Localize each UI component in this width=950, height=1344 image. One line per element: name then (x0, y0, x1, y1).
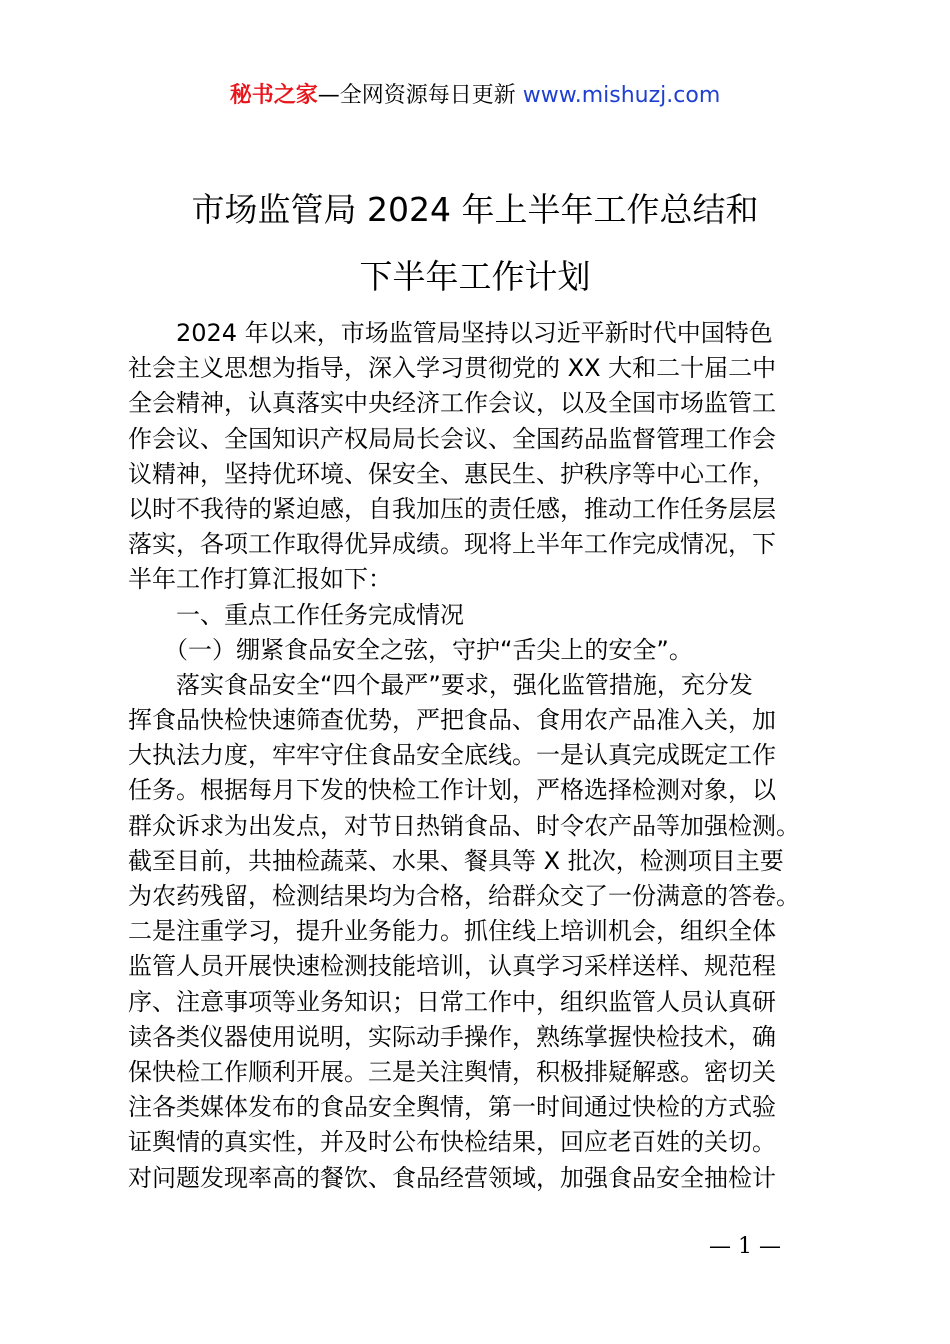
body-line: 挥食品快检快速筛查优势，严把食品、食用农产品准入关，加 (128, 706, 776, 735)
body-line: 对问题发现率高的餐饮、食品经营领域，加强食品安全抽检计 (128, 1163, 776, 1192)
body-line: 二是注重学习，提升业务能力。抓住线上培训机会，组织全体 (128, 917, 776, 946)
page-number: — 1 — (709, 1234, 781, 1259)
body-line: 落实食品安全“四个最严”要求，强化监管措施，充分发 (128, 670, 753, 699)
document-title-line-2: 下半年工作计划 (359, 257, 591, 296)
body-line: 监管人员开展快速检测技能培训，认真学习采样送样、规范程 (128, 952, 776, 981)
site-header (0, 80, 950, 112)
body-line: 大执法力度，牢牢守住食品安全底线。一是认真完成既定工作 (128, 741, 776, 770)
body-line: 社会主义思想为指导，深入学习贯彻党的 XX 大和二十届二中 (128, 354, 777, 383)
body-line: 落实，各项工作取得优异成绩。现将上半年工作完成情况，下 (128, 530, 776, 559)
body-line: 截至目前，共抽检蔬菜、水果、餐具等 X 批次，检测项目主要 (128, 846, 784, 875)
body-line: 任务。根据每月下发的快检工作计划，严格选择检测对象，以 (128, 776, 776, 805)
body-line: 保快检工作顺利开展。三是关注舆情，积极排疑解惑。密切关 (128, 1057, 776, 1086)
document-title-line-1: 市场监管局 2024 年上半年工作总结和 (191, 190, 759, 229)
body-line: 序、注意事项等业务知识；日常工作中，组织监管人员认真研 (128, 987, 776, 1016)
site-url-link[interactable]: www.mishuzj.com (522, 83, 721, 108)
body-line: 半年工作打算汇报如下： (128, 565, 392, 594)
body-line: 全会精神，认真落实中央经济工作会议，以及全国市场监管工 (128, 389, 776, 418)
body-line: 议精神，坚持优环境、保安全、惠民生、护秩序等中心工作， (128, 459, 776, 488)
document-body (128, 316, 838, 1196)
site-brand: 秘书之家 (229, 83, 318, 108)
body-line: 证舆情的真实性，并及时公布快检结果，回应老百姓的关切。 (128, 1128, 776, 1157)
subsection-heading: （一）绷紧食品安全之弦，守护“舌尖上的安全”。 (128, 635, 693, 664)
body-line: 读各类仪器使用说明，实际动手操作，熟练掌握快检技术，确 (128, 1022, 776, 1051)
body-line: 作会议、全国知识产权局局长会议、全国药品监督管理工作会 (128, 424, 776, 453)
section-heading: 一、重点工作任务完成情况 (128, 600, 464, 629)
body-line: 注各类媒体发布的食品安全舆情，第一时间通过快检的方式验 (128, 1093, 776, 1122)
body-line: 以时不我待的紧迫感，自我加压的责任感，推动工作任务层层 (128, 494, 776, 523)
body-line: 为农药残留，检测结果均为合格，给群众交了一份满意的答卷。 (128, 882, 800, 910)
body-line: 2024 年以来，市场监管局坚持以习近平新时代中国特色 (128, 319, 773, 347)
body-line: 群众诉求为出发点，对节日热销食品、时令农产品等加强检测。 (128, 811, 800, 840)
site-slogan: —全网资源每日更新 (317, 83, 523, 108)
